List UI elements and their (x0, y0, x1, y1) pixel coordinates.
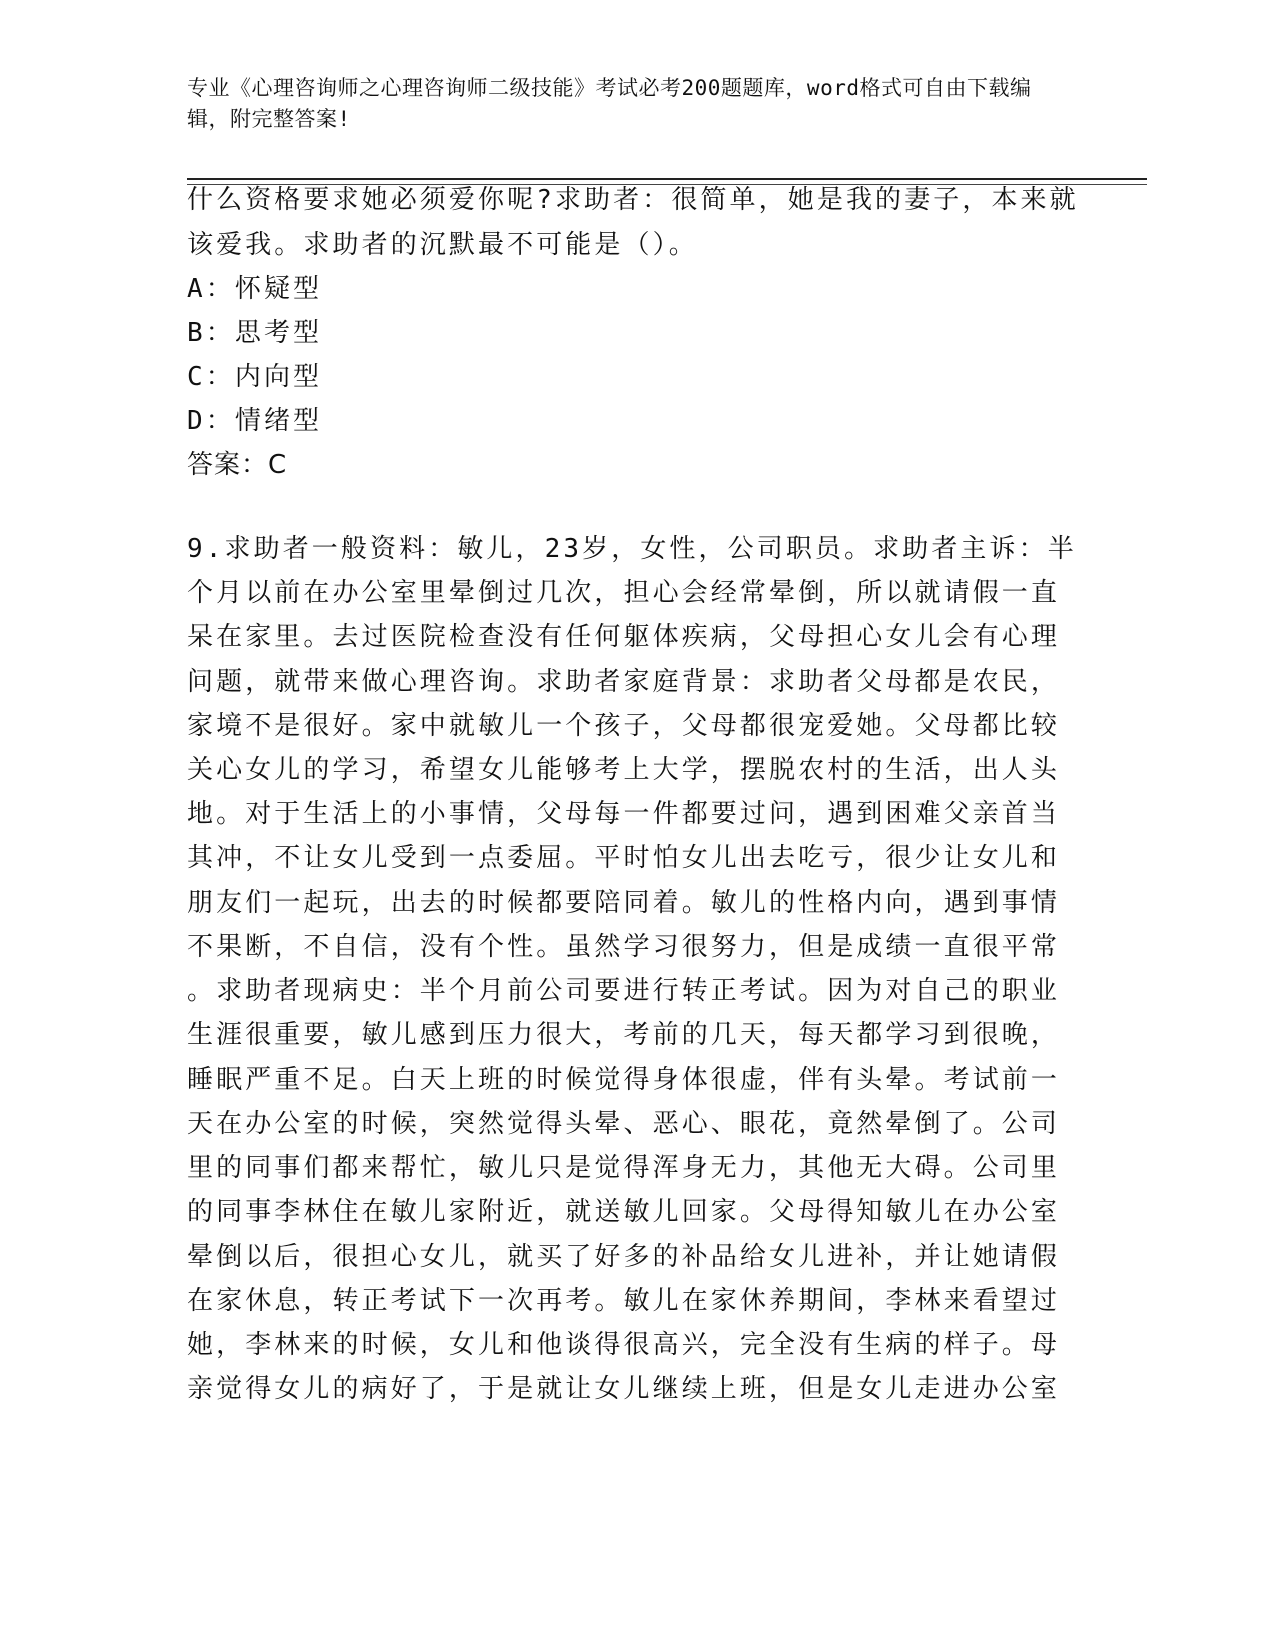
question-9-line: 关心女儿的学习，希望女儿能够考上大学，摆脱农村的生活，出人头 (187, 755, 1061, 785)
question-9-line: 她，李林来的时候，女儿和他谈得很高兴，完全没有生病的样子。母 (187, 1330, 1061, 1360)
answer-line: 答案：C (187, 450, 288, 480)
question-9-line: 其冲，不让女儿受到一点委屈。平时怕女儿出去吃亏，很少让女儿和 (187, 843, 1061, 873)
question-9-line: 。求助者现病史：半个月前公司要进行转正考试。因为对自己的职业 (187, 976, 1061, 1006)
question-stem-line: 该爱我。求助者的沉默最不可能是（）。 (187, 230, 698, 260)
question-9-line: 地。对于生活上的小事情，父母每一件都要过问，遇到困难父亲首当 (187, 799, 1061, 829)
option-c: C：内向型 (187, 362, 323, 392)
question-9-line: 睡眠严重不足。白天上班的时候觉得身体很虚，伴有头晕。考试前一 (187, 1065, 1061, 1095)
question-9-line: 不果断，不自信，没有个性。虽然学习很努力，但是成绩一直很平常 (187, 932, 1061, 962)
question-stem-line: 什么资格要求她必须爱你呢?求助者：很简单，她是我的妻子，本来就 (187, 185, 1079, 215)
question-9-line: 个月以前在办公室里晕倒过几次，担心会经常晕倒，所以就请假一直 (187, 578, 1061, 608)
document-header: 专业《心理咨询师之心理咨询师二级技能》考试必考200题题库，word格式可自由下载编辑，附完整答案! (187, 76, 1032, 131)
question-9-line: 朋友们一起玩，出去的时候都要陪同着。敏儿的性格内向，遇到事情 (187, 888, 1061, 918)
question-9-line: 天在办公室的时候，突然觉得头晕、恶心、眼花，竟然晕倒了。公司 (187, 1109, 1061, 1139)
question-9-line: 生涯很重要，敏儿感到压力很大，考前的几天，每天都学习到很晚， (187, 1020, 1061, 1050)
question-9-line: 家境不是很好。家中就敏儿一个孩子，父母都很宠爱她。父母都比较 (187, 711, 1061, 741)
question-9-line: 呆在家里。去过医院检查没有任何躯体疾病，父母担心女儿会有心理 (187, 622, 1061, 652)
option-a: A：怀疑型 (187, 274, 323, 304)
question-9-line: 9.求助者一般资料：敏儿，23岁，女性，公司职员。求助者主诉：半 (187, 534, 1077, 564)
option-b: B：思考型 (187, 318, 323, 348)
question-9-line: 在家休息，转正考试下一次再考。敏儿在家休养期间，李林来看望过 (187, 1286, 1061, 1316)
question-9-line: 里的同事们都来帮忙，敏儿只是觉得浑身无力，其他无大碍。公司里 (187, 1153, 1061, 1183)
question-9-line: 问题，就带来做心理咨询。求助者家庭背景：求助者父母都是农民， (187, 667, 1061, 697)
question-9-line: 的同事李林住在敏儿家附近，就送敏儿回家。父母得知敏儿在办公室 (187, 1197, 1061, 1227)
question-9-line: 晕倒以后，很担心女儿，就买了好多的补品给女儿进补，并让她请假 (187, 1242, 1061, 1272)
option-d: D：情绪型 (187, 406, 323, 436)
question-9-line: 亲觉得女儿的病好了，于是就让女儿继续上班，但是女儿走进办公室 (187, 1374, 1061, 1404)
